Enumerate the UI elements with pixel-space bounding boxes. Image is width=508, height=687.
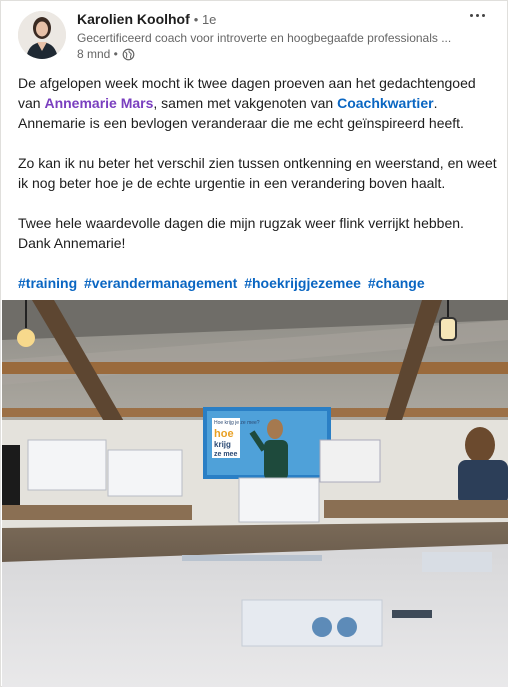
hashtag-hoekrijgjezemee[interactable]: #hoekrijgjezemee (244, 275, 361, 291)
screen-text-small: Hoe krijg je ze mee? (214, 420, 260, 426)
screen-text-big2: krijg (214, 440, 231, 449)
post-body (18, 73, 498, 293)
dot-icon (482, 14, 485, 17)
post-time-row (77, 47, 135, 61)
author-name-row (77, 11, 216, 27)
mention-coachkwartier[interactable]: Coachkwartier (337, 95, 434, 111)
post-paragraph-2: Zo kan ik nu beter het verschil zien tussen ontkenning en weerstand, en weet ik nog beter hoe je de echte urgentie in een verandering boven haalt. (18, 155, 497, 191)
text: Dank Annemarie! (18, 235, 126, 251)
screen-text-big1: hoe (214, 428, 234, 440)
post-time: 8 mnd • (77, 47, 118, 61)
hashtag-verandermanagement[interactable]: #verandermanagement (84, 275, 238, 291)
hashtag-list (18, 273, 498, 293)
text: . Annemarie is een bevlogen veranderaar die me echt geïnspireerd heeft. (18, 95, 464, 131)
post-image[interactable] (2, 300, 508, 687)
more-options-button[interactable] (465, 5, 489, 25)
globe-icon (122, 48, 135, 61)
text: De afgelopen week mocht ik twee dagen proeven aan het gedachtengoed van (18, 75, 476, 111)
connection-degree: • 1e (193, 11, 217, 27)
author-name[interactable]: Karolien Koolhof (77, 11, 190, 27)
text: Twee hele waardevolle dagen die mijn rugzak weer flink verrijkt hebben. (18, 215, 464, 231)
dot-icon (470, 14, 473, 17)
dot-icon (476, 14, 479, 17)
text: , samen met vakgenoten van (153, 95, 338, 111)
mention-annemarie-mars[interactable]: Annemarie Mars (44, 95, 154, 111)
avatar[interactable] (18, 11, 66, 59)
hashtag-training[interactable]: #training (18, 275, 78, 291)
screen-text-big3: ze mee (214, 451, 238, 458)
hashtag-change[interactable]: #change (367, 275, 425, 291)
training-room-photo (2, 300, 508, 687)
author-headline: Gecertificeerd coach voor introverte en hoogbegaafde professionals ... (77, 31, 452, 45)
post-paragraph-3 (18, 213, 498, 253)
post-header (1, 1, 507, 71)
post-paragraph-1 (18, 73, 498, 133)
